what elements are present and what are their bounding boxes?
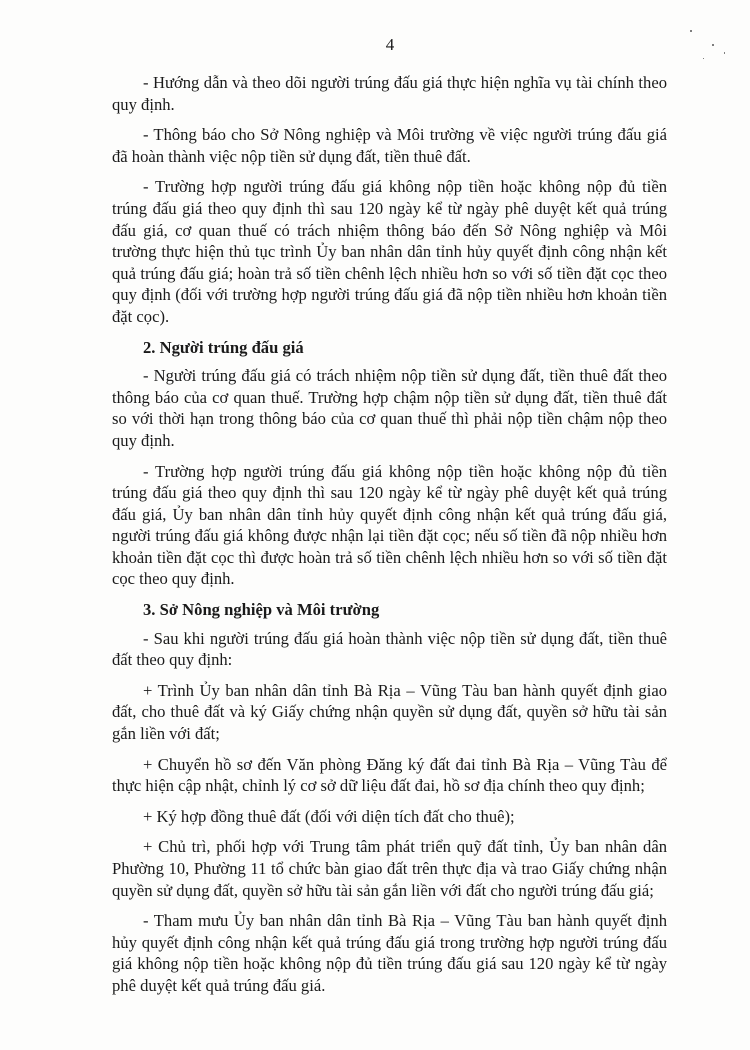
paragraph: - Trường hợp người trúng đấu giá không nộp tiền hoặc không nộp đủ tiền trúng đấu giá theo quy định thì sau 120 ngày kể từ ngày phê duyệt kết quả trúng đấu giá, Ủy ban nhân dân tỉnh hủy quyết định công nhận kết quả trúng đấu giá, người trúng đấu giá không được nhận lại tiền đặt cọc; nếu số tiền đã nộp nhiều hơn khoản tiền đặt cọc thì được hoàn trả số tiền chênh lệch nhiều hơn so với số tiền đặt cọc theo quy định. [112,461,667,589]
paragraph: - Thông báo cho Sở Nông nghiệp và Môi trường về việc người trúng đấu giá đã hoàn thành việc nộp tiền sử dụng đất, tiền thuê đất. [112,125,667,166]
page-number: 4 [385,35,395,54]
scan-speck [690,30,692,32]
paragraph: + Ký hợp đồng thuê đất (đối với diện tích đất cho thuê); [143,806,515,826]
scan-speck [703,58,704,59]
paragraph: - Tham mưu Ủy ban nhân dân tỉnh Bà Rịa – Vũng Tàu ban hành quyết định hủy quyết định công nhận kết quả trúng đấu giá trong trường hợp người trúng đấu giá không nộp tiền hoặc không nộp đủ tiền trúng đấu giá sau 120 ngày kể từ ngày phê duyệt kết quả trúng đấu giá. [112,911,667,995]
paragraph: - Hướng dẫn và theo dõi người trúng đấu giá thực hiện nghĩa vụ tài chính theo quy định. [112,73,667,114]
paragraph: + Chủ trì, phối hợp với Trung tâm phát triển quỹ đất tỉnh, Ủy ban nhân dân Phường 10, Phường 11 tổ chức bàn giao đất trên thực địa và trao Giấy chứng nhận quyền sử dụng đất, quyền sở hữu tài sản gắn liền với đất cho người trúng đấu giá; [112,837,667,900]
paragraph: + Chuyển hồ sơ đến Văn phòng Đăng ký đất đai tỉnh Bà Rịa – Vũng Tàu để thực hiện cập nhật, chỉnh lý cơ sở dữ liệu đất đai, hồ sơ địa chính theo quy định; [112,754,667,796]
paragraph: + Trình Ủy ban nhân dân tỉnh Bà Rịa – Vũng Tàu ban hành quyết định giao đất, cho thuê đất và ký Giấy chứng nhận quyền sử dụng đất, quyền sở hữu tài sản gắn liền với đất; [112,680,667,744]
section-heading: 2. Người trúng đấu giá [143,337,304,357]
paragraph: - Sau khi người trúng đấu giá hoàn thành việc nộp tiền sử dụng đất, tiền thuê đất theo quy định: [112,628,667,670]
paragraph: - Người trúng đấu giá có trách nhiệm nộp tiền sử dụng đất, tiền thuê đất theo thông báo của cơ quan thuế. Trường hợp chậm nộp tiền sử dụng đất, tiền thuê đất so với thời hạn trong thông báo của cơ quan thuế thì phải nộp tiền chậm nộp theo quy định. [112,366,667,450]
section-heading: 3. Sở Nông nghiệp và Môi trường [143,600,380,620]
document-body [112,72,667,1006]
paragraph: - Trường hợp người trúng đấu giá không nộp tiền hoặc không nộp đủ tiền trúng đấu giá theo quy định thì sau 120 ngày kể từ ngày phê duyệt kết quả trúng đấu giá, cơ quan thuế có trách nhiệm thông báo đến Sở Nông nghiệp và Môi trường thực hiện thủ tục trình Ủy ban nhân dân tỉnh hủy quyết định công nhận kết quả trúng đấu giá; hoàn trả số tiền chênh lệch nhiều hơn so với số tiền đặt cọc theo quy định (đối với trường hợp người trúng đấu giá đã nộp tiền nhiều hơn khoản tiền đặt cọc). [112,177,667,326]
